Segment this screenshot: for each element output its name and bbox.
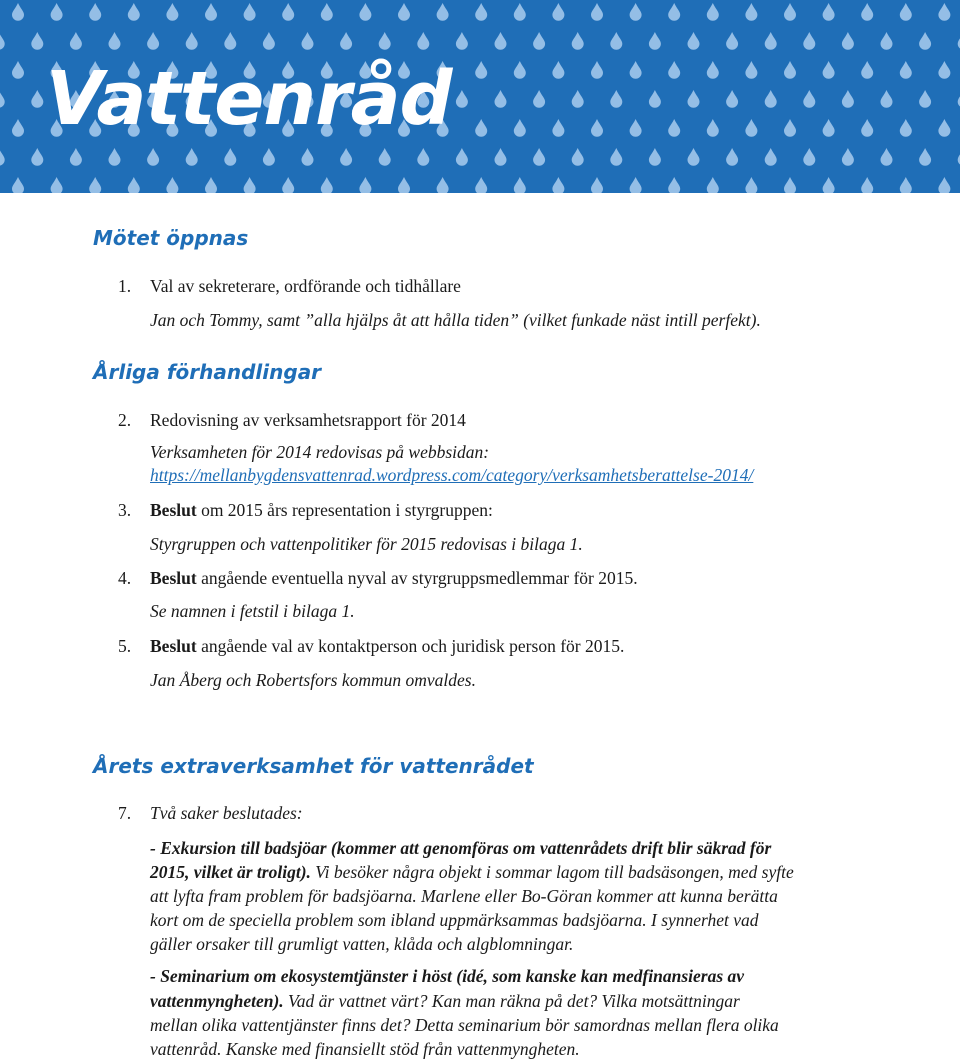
water-drop-icon [552,61,564,79]
water-drop-icon [630,177,642,193]
water-drop-icon [745,177,757,193]
water-drop-icon [186,32,198,50]
water-drop-icon [282,3,294,21]
water-drop-icon [495,32,507,50]
water-drop-icon [938,3,950,21]
excursion-line-4: kort om de speciella problem som ibland uppmärksammas badsjöarna. I synnerhet vad [150,910,759,930]
water-drop-icon [533,32,545,50]
water-drop-icon [147,32,159,50]
water-drop-icon [552,3,564,21]
water-drop-icon [668,119,680,137]
item-text [150,634,624,658]
item-note: Verksamheten för 2014 redovisas på webbsidan: [150,442,490,462]
water-drop-icon [803,148,815,166]
water-drop-icon [823,61,835,79]
item-number: 2. [118,410,132,430]
report-link[interactable] [150,463,753,487]
water-drop-icon [726,90,738,108]
water-drop-icon [166,177,178,193]
water-drop-icon [359,3,371,21]
water-drop-icon [205,3,217,21]
water-drop-icon [31,32,43,50]
water-drop-icon [572,32,584,50]
water-drop-icon [379,32,391,50]
water-drop-icon [649,148,661,166]
water-drop-icon [707,119,719,137]
water-drop-icon [514,3,526,21]
water-drop-icon [398,177,410,193]
seminar-line-3: mellan olika vattentjänster finns det? Detta seminarium bör samordnas mellan flera olika [150,1015,779,1035]
water-drop-icon [205,177,217,193]
water-drop-icon [379,148,391,166]
water-drop-icon [166,3,178,21]
water-drop-icon [765,148,777,166]
water-drop-icon [70,32,82,50]
water-drop-icon [12,119,24,137]
water-drop-icon [784,61,796,79]
water-drop-icon [630,61,642,79]
water-drop-icon [688,90,700,108]
water-drop-icon [900,61,912,79]
water-drop-icon [128,177,140,193]
water-drop-icon [842,90,854,108]
water-drop-icon [533,90,545,108]
item-text: Val av sekreterare, ordförande och tidhållare [150,276,461,296]
water-drop-icon [842,148,854,166]
water-drop-icon [475,177,487,193]
water-drop-icon [591,119,603,137]
water-drop-icon [70,148,82,166]
item-number: 1. [118,276,132,296]
water-drop-icon [51,3,63,21]
water-drop-icon [630,119,642,137]
water-drop-icon [495,148,507,166]
water-drop-icon [861,119,873,137]
water-drop-icon [610,90,622,108]
water-drop-icon [630,3,642,21]
item-bold: Beslut [150,568,197,588]
water-drop-icon [610,148,622,166]
water-drop-icon [649,32,661,50]
water-drop-icon [263,148,275,166]
item-text [150,498,493,522]
water-drop-icon [861,177,873,193]
water-drop-icon [12,3,24,21]
water-drop-icon [668,3,680,21]
item-number: 4. [118,568,132,588]
water-drop-icon [803,90,815,108]
water-drop-icon [688,148,700,166]
water-drop-icon [881,90,893,108]
water-drop-icon [31,148,43,166]
water-drop-icon [514,61,526,79]
water-drop-icon [591,3,603,21]
water-drop-icon [456,90,468,108]
item-note: Jan och Tommy, samt ”alla hjälps åt att hålla tiden” (vilket funkade näst intill perfekt). [150,310,761,330]
water-drop-icon [823,177,835,193]
item-rest: angående val av kontaktperson och juridisk person för 2015. [196,636,625,656]
item-note: Styrgruppen och vattenpolitiker för 2015 redovisas i bilaga 1. [150,534,583,554]
seminar-line-2 [150,989,740,1013]
water-drop-icon [784,119,796,137]
water-drop-icon [823,3,835,21]
water-drop-icon [475,119,487,137]
water-drop-icon [186,148,198,166]
water-drop-icon [649,90,661,108]
water-drop-icon [591,61,603,79]
water-drop-icon [302,32,314,50]
water-drop-icon [572,148,584,166]
water-drop-icon [745,119,757,137]
item-rest: angående eventuella nyval av styrgruppsmedlemmar för 2015. [196,568,638,588]
item-note: Se namnen i fetstil i bilaga 1. [150,601,355,621]
water-drop-icon [417,148,429,166]
water-drop-icon [359,177,371,193]
water-drop-icon [89,177,101,193]
water-drop-icon [456,148,468,166]
item-number: 3. [118,500,132,520]
item-text: Två saker beslutades: [150,803,303,823]
seminar-bold: vattenmyngheten). [150,991,284,1011]
water-drop-icon [475,61,487,79]
water-drop-icon [321,3,333,21]
water-drop-icon [803,32,815,50]
water-drop-icon [340,148,352,166]
section-heading-annual-proceedings: Årliga förhandlingar [93,360,322,384]
water-drop-icon [495,90,507,108]
water-drop-icon [12,61,24,79]
excursion-line-3: att lyfta fram problem för badsjöarna. Marlene eller Bo-Göran kommer att kunna berätta [150,886,778,906]
water-drop-icon [745,3,757,21]
water-drop-icon [456,32,468,50]
water-drop-icon [0,32,5,50]
water-drop-icon [147,148,159,166]
water-drop-icon [610,32,622,50]
item-number: 5. [118,636,132,656]
excursion-rest: Vi besöker några objekt i sommar lagom till badsäsongen, med syfte [310,862,794,882]
water-drop-icon [552,119,564,137]
item-rest: om 2015 års representation i styrgruppen: [196,500,493,520]
water-drop-icon [31,90,43,108]
water-drop-icon [784,3,796,21]
water-drop-icon [417,32,429,50]
water-drop-icon [707,61,719,79]
water-drop-icon [340,32,352,50]
water-drop-icon [919,148,931,166]
water-drop-icon [437,177,449,193]
water-drop-icon [51,177,63,193]
water-drop-icon [668,61,680,79]
water-drop-icon [12,177,24,193]
water-drop-icon [533,148,545,166]
water-drop-icon [726,148,738,166]
water-drop-icon [861,3,873,21]
water-drop-icon [128,3,140,21]
section-heading-meeting-opens: Mötet öppnas [93,226,249,250]
water-drop-icon [89,3,101,21]
excursion-bold: 2015, vilket är troligt). [150,862,311,882]
water-drop-icon [514,177,526,193]
item-number: 7. [118,803,132,823]
water-drop-icon [881,148,893,166]
header-banner [0,0,960,193]
water-drop-icon [109,32,121,50]
excursion-line-2 [150,860,794,884]
excursion-line-5: gäller orsaker till grumligt vatten, klåda och algblomningar. [150,934,574,954]
water-drop-icon [552,177,564,193]
report-link-text[interactable]: https://mellanbygdensvattenrad.wordpress.com/category/verksamhetsberattelse-2014/ [150,465,754,485]
water-drop-icon [591,177,603,193]
water-drop-icon [0,90,5,108]
water-drop-icon [244,177,256,193]
water-drop-icon [475,3,487,21]
water-drop-icon [919,90,931,108]
water-drop-icon [900,3,912,21]
water-drop-icon [823,119,835,137]
water-drop-icon [572,90,584,108]
water-drop-icon [938,119,950,137]
water-drop-icon [244,3,256,21]
water-drop-icon [861,61,873,79]
water-drop-icon [398,3,410,21]
water-drop-icon [726,32,738,50]
water-drop-icon [437,3,449,21]
water-drop-icon [842,32,854,50]
water-drop-icon [707,3,719,21]
water-drop-icon [784,177,796,193]
water-drop-icon [302,148,314,166]
water-drop-icon [765,90,777,108]
water-drop-icon [745,61,757,79]
seminar-line-4: vattenråd. Kanske med finansiellt stöd från vattenmyngheten. [150,1039,580,1059]
banner-title: Vattenråd [46,56,452,142]
item-bold: Beslut [150,500,197,520]
water-drop-icon [224,148,236,166]
water-drop-icon [900,177,912,193]
water-drop-icon [938,177,950,193]
water-drop-icon [707,177,719,193]
water-drop-icon [263,32,275,50]
item-bold: Beslut [150,636,197,656]
water-drop-icon [688,32,700,50]
seminar-rest: Vad är vattnet värt? Kan man räkna på det? Vilka motsättningar [283,991,740,1011]
water-drop-icon [919,32,931,50]
water-drop-icon [109,148,121,166]
water-drop-icon [514,119,526,137]
water-drop-icon [765,32,777,50]
water-drop-icon [321,177,333,193]
water-drop-icon [668,177,680,193]
water-drop-icon [881,32,893,50]
seminar-line-1: - Seminarium om ekosystemtjänster i höst (idé, som kanske kan medfinansieras av [150,966,745,986]
water-drop-icon [938,61,950,79]
water-drop-icon [282,177,294,193]
excursion-line-1: - Exkursion till badsjöar (kommer att genomföras om vattenrådets drift blir säkrad för [150,838,772,858]
section-heading-extra-activities: Årets extraverksamhet för vattenrådet [93,754,534,778]
water-drop-icon [0,148,5,166]
water-drop-icon [900,119,912,137]
item-text [150,566,638,590]
water-drop-icon [224,32,236,50]
item-text: Redovisning av verksamhetsrapport för 2014 [150,410,466,430]
item-note: Jan Åberg och Robertsfors kommun omvaldes. [150,670,476,690]
